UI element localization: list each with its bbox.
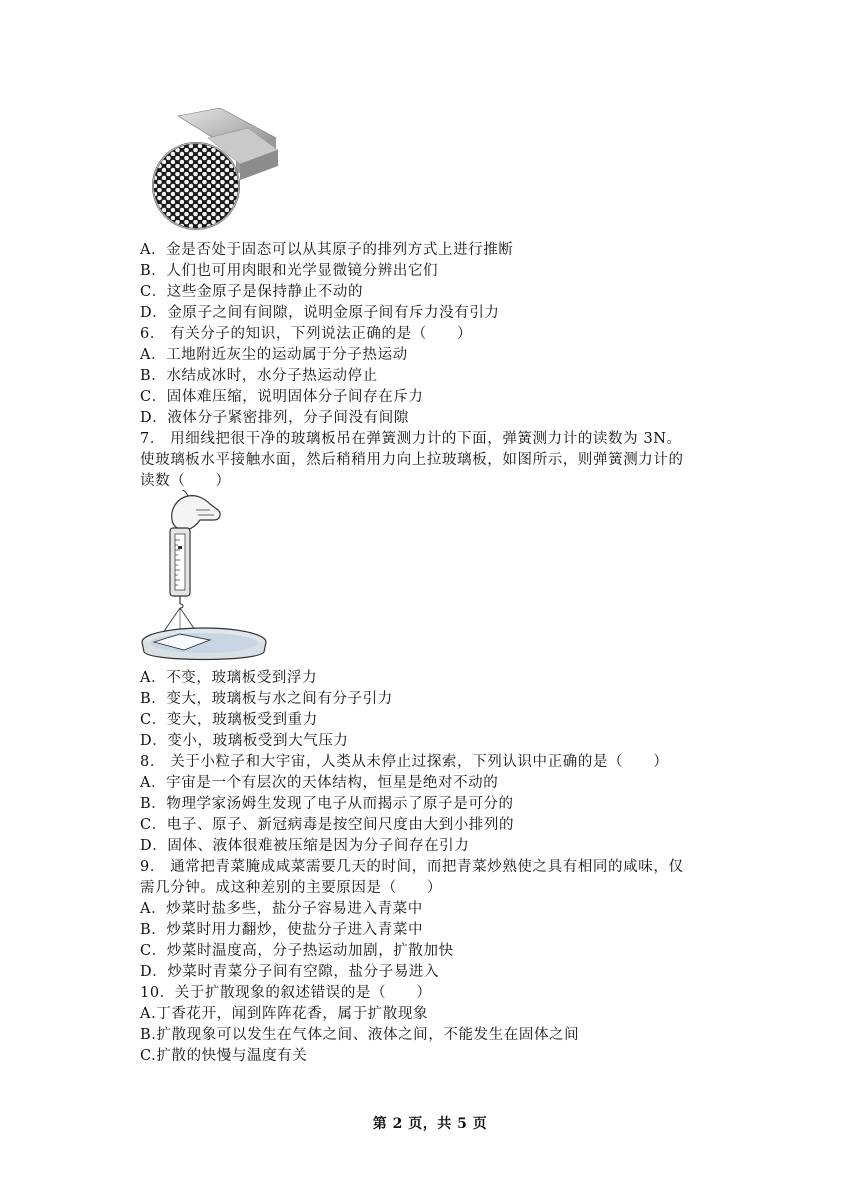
q9-stem-line-2: 需几分钟。成这种差别的主要原因是（ ） xyxy=(140,880,442,896)
q7-option-d: D．变小，玻璃板受到大气压力 xyxy=(140,733,349,749)
q7-option-b: B．变大，玻璃板与水之间有分子引力 xyxy=(140,691,393,707)
spring-scale-glass-plate-figure xyxy=(140,490,268,666)
q5-option-b: B．人们也可用肉眼和光学显微镜分辨出它们 xyxy=(140,263,439,279)
q9-stem-line-1: 9． 通常把青菜腌成咸菜需要几天的时间，而把青菜炒熟使之具有相同的咸味，仅 xyxy=(140,859,684,875)
gold-atom-lattice-figure xyxy=(148,108,280,232)
q10-option-b: B.扩散现象可以发生在气体之间、液体之间，不能发生在固体之间 xyxy=(140,1027,580,1043)
q7-option-a: A．不变，玻璃板受到浮力 xyxy=(140,670,318,686)
q9-option-d: D．炒菜时青菜分子间有空隙，盐分子易进入 xyxy=(140,964,440,980)
q6-option-c: C．固体难压缩，说明固体分子间存在斥力 xyxy=(140,389,424,405)
q6-option-b: B．水结成冰时，水分子热运动停止 xyxy=(140,368,378,384)
page-number-footer: 第 2 页，共 5 页 xyxy=(372,1116,488,1132)
q8-stem: 8． 关于小粒子和大宇宙，人类从未停止过探索，下列认识中正确的是（ ） xyxy=(140,754,669,770)
q9-option-c: C．炒菜时温度高，分子热运动加剧，扩散加快 xyxy=(140,943,454,959)
q5-option-d: D．金原子之间有间隙，说明金原子间有斥力没有引力 xyxy=(140,305,500,321)
q8-option-c: C．电子、原子、新冠病毒是按空间尺度由大到小排列的 xyxy=(140,817,515,833)
q6-stem: 6． 有关分子的知识，下列说法正确的是（ ） xyxy=(140,326,473,342)
q10-stem: 10．关于扩散现象的叙述错误的是（ ） xyxy=(140,985,432,1001)
q8-option-b: B．物理学家汤姆生发现了电子从而揭示了原子是可分的 xyxy=(140,796,514,812)
q10-option-a: A.丁香花开，闻到阵阵花香，属于扩散现象 xyxy=(140,1006,429,1022)
q7-option-c: C．变大，玻璃板受到重力 xyxy=(140,712,318,728)
q7-stem-line-1: 7． 用细线把很干净的玻璃板吊在弹簧测力计的下面，弹簧测力计的读数为 3N。 xyxy=(140,431,682,447)
q9-option-a: A．炒菜时盐多些，盐分子容易进入青菜中 xyxy=(140,901,423,917)
q8-option-a: A．宇宙是一个有层次的天体结构，恒星是绝对不动的 xyxy=(140,775,499,791)
q10-option-c: C.扩散的快慢与温度有关 xyxy=(140,1048,308,1064)
q6-option-a: A．工地附近灰尘的运动属于分子热运动 xyxy=(140,347,408,363)
q9-option-b: B．炒菜时用力翻炒，使盐分子进入青菜中 xyxy=(140,922,424,938)
q5-option-a: A．金是否处于固态可以从其原子的排列方式上进行推断 xyxy=(140,242,514,258)
q7-stem-line-3: 读数（ ） xyxy=(140,473,231,489)
q8-option-d: D．固体、液体很难被压缩是因为分子间存在引力 xyxy=(140,838,470,854)
q5-option-c: C．这些金原子是保持静止不动的 xyxy=(140,284,364,300)
q6-option-d: D．液体分子紧密排列，分子间没有间隙 xyxy=(140,410,409,426)
q7-stem-line-2: 使玻璃板水平接触水面，然后稍稍用力向上拉玻璃板，如图所示，则弹簧测力计的 xyxy=(140,452,684,468)
